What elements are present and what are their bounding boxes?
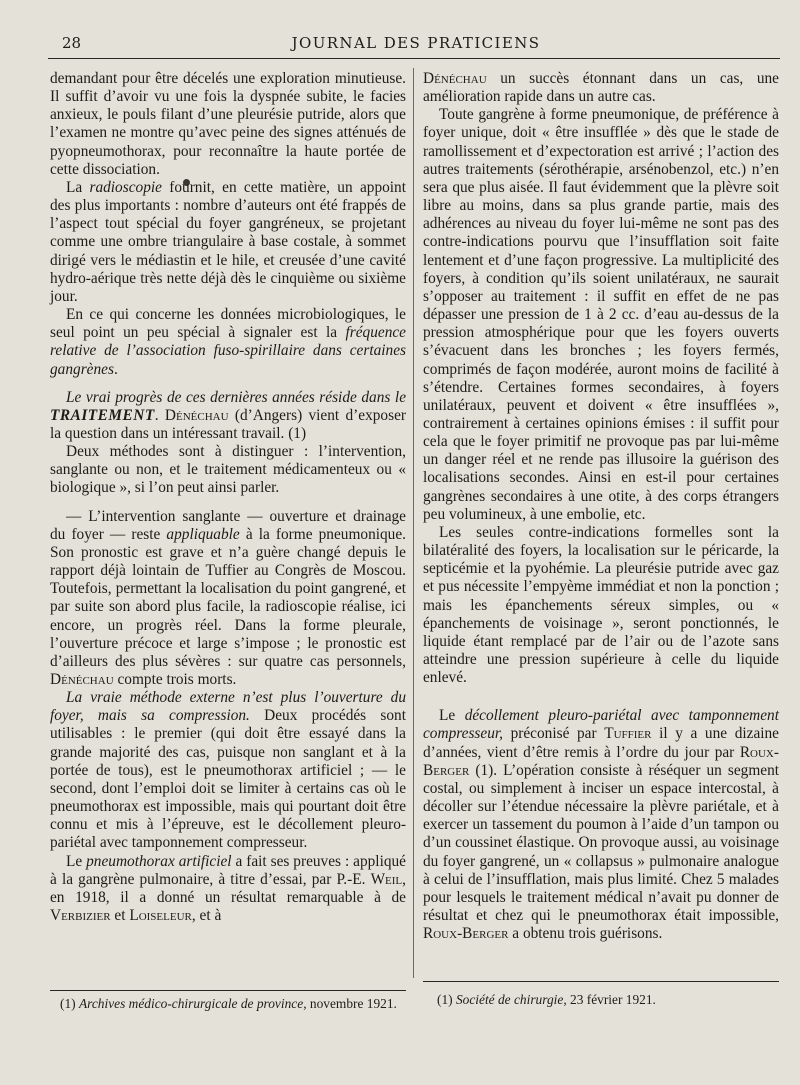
footnote-source: Archives médico-chirurgicale de province	[78, 996, 304, 1011]
text-run: et	[110, 907, 130, 925]
footnote-number: (1)	[60, 996, 79, 1011]
text-run: a fait ses preuves : appliqué à la gangrène pulmonaire, à titre d’essai, par P.-E.	[50, 852, 406, 888]
text-run: compte trois morts.	[113, 671, 237, 688]
author-name: Tuffier	[604, 725, 652, 743]
text-run: a obtenu trois guérisons.	[508, 925, 663, 943]
journal-title: JOURNAL DES PRATICIENS	[291, 34, 541, 52]
text-run: Le	[66, 852, 87, 870]
footnote-rule	[50, 990, 406, 991]
header-rule	[48, 58, 780, 59]
footnote	[60, 996, 410, 1012]
footnote-source: Société de chirurgie	[455, 992, 564, 1007]
paragraph	[50, 389, 406, 443]
text-run: préconisé par	[502, 725, 605, 743]
paragraph	[423, 70, 779, 106]
paragraph	[50, 179, 406, 306]
paragraph: demandant pour être décelés une exploration minutieuse. Il suffit d’avoir vu une fois la dyspnée subite, le facies anxieux, le pouls filant d’une pleurésie putride, alors que l’examen ne montre qu’avec peine des signes atténués de pyopneumothorax, pour reconnaître la haute portée de cette dissociation.	[50, 70, 406, 178]
text-run: La	[66, 178, 90, 196]
emphasis: appliquable	[166, 525, 240, 543]
author-name: Roux-Berger	[423, 925, 509, 943]
emphasis: Le vrai progrès de ces dernières années réside dans le	[66, 388, 406, 406]
text-run: .	[113, 360, 118, 378]
paragraph	[50, 853, 406, 926]
text-run: , et à	[191, 907, 222, 925]
author-name: Verbizier	[50, 907, 111, 925]
text-run: à la forme pneumonique. Son pronostic est grave et n’a guère changé depuis le rapport déjà lointain de Tuffier au Congrès de Moscou. Toutefois, permettant la localisation du point gangrené, et par suite son abord plus facile, la radioscopie réalise, ici encore, un progrès réel. Dans la forme pleurale, l’ouverture précoce et large s’impose ; le pronostic est d’ailleurs des plus sévères : sur quatre cas personnels,	[50, 525, 406, 670]
footnote-number: (1)	[437, 992, 456, 1007]
emphasis: La vraie méthode externe n’est plus l’ouverture du foyer, mais sa compression.	[50, 689, 406, 725]
left-column	[50, 70, 406, 925]
paragraph	[423, 707, 779, 943]
author-name: Dénéchau	[423, 70, 487, 87]
right-column	[423, 70, 779, 943]
text-run: (d’Angers) vient d’exposer la question dans un intéressant travail. (1)	[50, 406, 406, 442]
footnote	[437, 992, 777, 1008]
paragraph	[50, 689, 406, 852]
author-name: Loiseleur	[129, 907, 192, 925]
section-keyword: TRAITEMENT	[50, 406, 155, 424]
paragraph	[50, 306, 406, 379]
column-divider	[413, 68, 414, 978]
text-run: En ce qui concerne les données microbiologiques, le seul point un peu spécial à signaler est la	[50, 306, 406, 342]
running-head	[62, 34, 770, 54]
paragraph: Toute gangrène à forme pneumonique, de préférence à foyer unique, doit « être insufflée » dès que le stade de ramollissement et d’expectoration est arrivé ; l’action des autres traitements (sérothérapie, arsénobenzol, etc.) n’en sera que plus aisée. Il faut évidemment que la plèvre soit libre au moins, dans sa plus grande partie, mais des adhérences au niveau du foyer lui-même ne sont pas des contre-indications pourvu que l’insufflation soit faite lentement et d’une façon progressive. La multiplicité des foyers, à condition qu’ils soient unilatéraux, ne saurait s’opposer au traitement : il suffit en effet de ne pas dépasser une pression de 1 à 2 cc. d’eau au-dessus de la pression atmosphérique pour que les foyers ouverts s’évacuent dans les bronches ; les foyers fermés, comprimés de façon modérée, auront moins de facilité à s’étendre. Certaines formes secondaires, à foyers unilatéraux, peuvent et doivent « être insufflées », contrairement à certaines opinions émises : il suffit pour cela que le foyer primitif ne provoque pas par lui-même un danger réel et ne rende pas illusoire la guérison des localisations secondes. Ainsi en est-il pour certaines gangrènes secondaires à une otite, à des corps étrangers peu volumineux, à une embolie, etc.	[423, 106, 779, 523]
emphasis: pneumothorax artificiel	[86, 852, 232, 870]
author-name: Roux-Berger	[423, 743, 779, 779]
author-name: Dénéchau	[164, 406, 229, 424]
text-run: (1). L’opération consiste à réséquer un segment costal, ou simplement à inciser un espace intercostal, à décoller sur l’étendue nécessaire la plèvre pariétale, et à exercer un tassement du poumon à l’aide d’un tampon ou d’un coussinet élastique. On provoque aussi, au voisinage du foyer gangrené, un « collapsus » pulmonaire analogue à celui de l’insufflation, mais plus limité. Chez 5 malades pour lesquels le traitement médical n’avait pu donner de résultat et chez qui le pneumothorax était impossible,	[423, 761, 779, 925]
text-run: Deux procédés sont utilisables : le premier (qui doit être essayé dans la grande majorité des cas, puisque non sanglant et à la portée de tous), est le pneumothorax artificiel ; — le second, dont l’emploi doit se limiter à certains cas où le pneumothorax est impossible, mais qui pourtant doit être connu et mis à l’épreuve, est le décollement pleuro-pariétal avec tamponnement compresseur.	[50, 707, 406, 852]
page-number: 28	[62, 34, 82, 52]
text-run: , en 1918, il a donné un résultat remarquable à de	[50, 870, 406, 906]
author-name: Weil	[370, 870, 403, 888]
emphasis: décollement pleuro-pariétal avec tamponnement compresseur,	[423, 707, 779, 743]
text-run: .	[154, 406, 165, 424]
text-run: il y a une dizaine d’années, vient d’être remis à l’ordre du jour par	[423, 725, 779, 761]
emphasis: radioscopie	[89, 178, 162, 196]
footnote-date: , 23 février 1921.	[563, 992, 656, 1007]
footnote-rule	[423, 981, 779, 982]
footnote-date: , novembre 1921.	[303, 996, 397, 1011]
emphasis: fréquence relative de l’association fuso-spirillaire dans certaines gangrènes	[50, 324, 406, 378]
paragraph: Les seules contre-indications formelles sont la bilatéralité des foyers, la localisation sur le péricarde, la septicémie et la pyohémie. La pleurésie putride avec gaz et pus nécessite l’empyème immédiat et non la ponction ; mais les épanchements séreux simples, ou « épanchements de voisinage », seront ponctionnés, le liquide étant remplacé par de l’air ou de l’azote sans atteindre une pression supérieure à celle du liquide enlevé.	[423, 523, 779, 687]
paragraph	[50, 508, 406, 690]
text-run: — L’intervention sanglante — ouverture et drainage du foyer — reste	[50, 507, 406, 543]
text-run: Le	[439, 707, 465, 725]
author-name: Dénéchau	[50, 671, 114, 688]
text-run: un succès étonnant dans un cas, une amélioration rapide dans un autre cas.	[423, 70, 779, 106]
paragraph: Deux méthodes sont à distinguer : l’intervention, sanglante ou non, et le traitement médicamenteux ou « biologique », si l’on peut ainsi parler.	[50, 443, 406, 497]
text-run: fournit, en cette matière, un appoint des plus importants : nombre d’auteurs ont été frappés de l’aspect tout spécial du foyer gangréneux, se projetant comme une ombre triangulaire à base costale, à sommet dirigé vers le médiastin et le hile, et creusée d’une cavité hydro-aérique très nette déjà dès le cinquième ou sixième jour.	[50, 178, 406, 305]
